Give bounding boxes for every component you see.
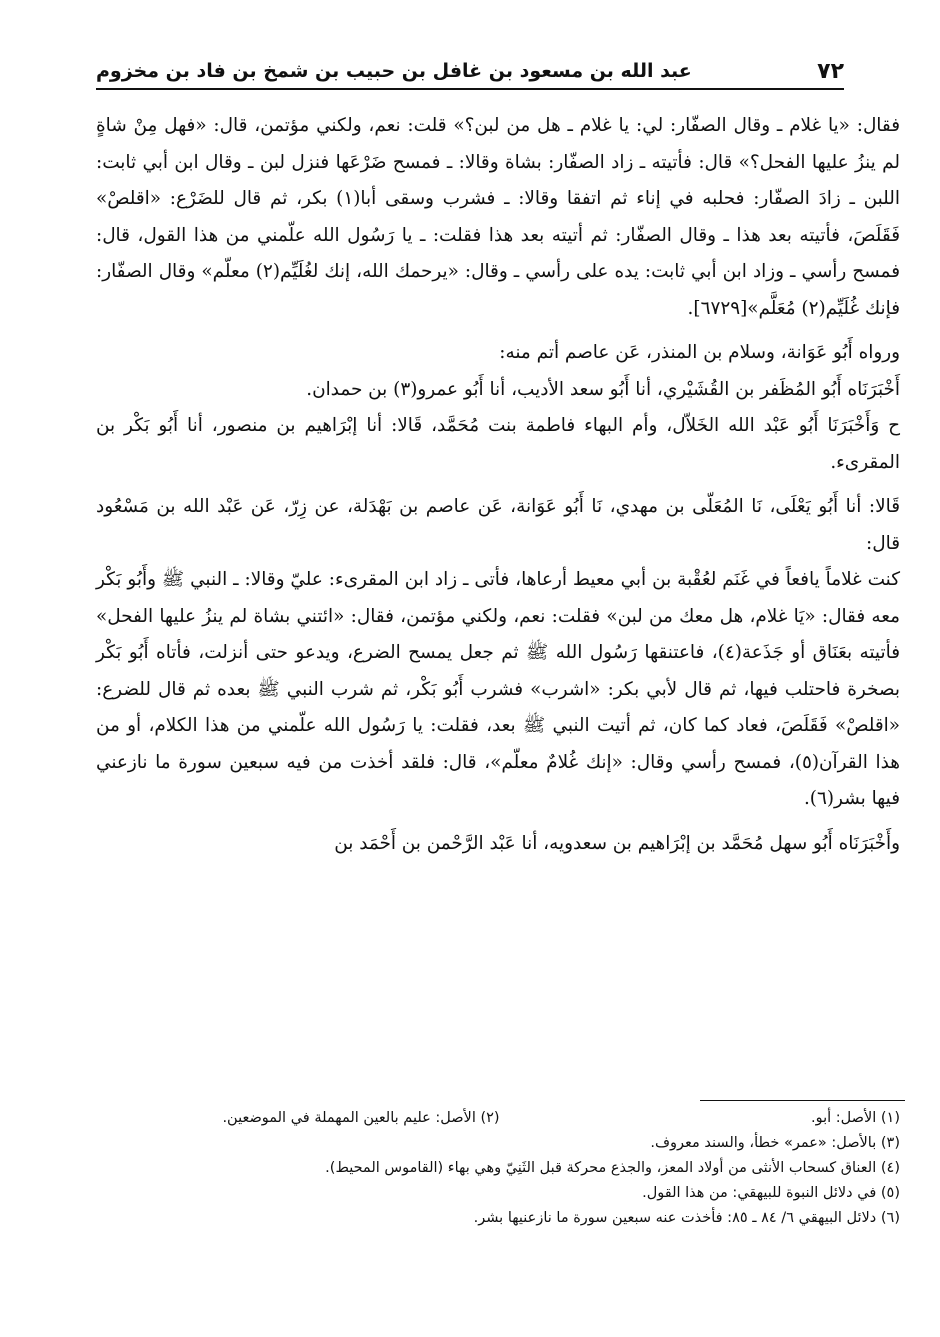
- footnotes: [130, 1106, 900, 1231]
- paragraph-1: فقال: «يا غلام ـ وقال الصفّار: لي: يا غلام ـ هل من لبن؟» قلت: نعم، ولكني مؤتمن، قال: «فهل مِنْ شاةٍ لم ينزُ عليها الفحل؟» قال: فأتيته ـ زاد الصفّار: بشاة وقالا: ـ فمسح ضَرْعَها فنزل لبن ـ وقال ابن أبي ثابت: اللبن ـ زادَ الصفّار: فحلبه في إناء ثم اتفقا وقالا: ـ فشرب وسقى أبا(١) بكر، ثم قال للضَرْع: «اقلصْ» فَقَلَصَ، فأتيته بعد هذا ـ وقال الصفّار: ثم أتيته بعد هذا فقلت: ـ يا رَسُول الله علّمني من هذا القول، قال: فمسح رأسي ـ وزاد ابن أبي ثابت: يده على رأسي ـ وقال: «يرحمك الله، إنك لغُلَيِّم(٢) معلّم» وقال الصفّار: فإنك غُلَيِّم(٢) مُعَلَّم»[٦٧٢٩].: [96, 115, 900, 319]
- page-header: [96, 48, 844, 90]
- paragraph-5: قَالا: أنا أَبُو يَعْلَى، نَا المُعَلّى بن مهدي، نَا أَبُو عَوَانة، عَن عاصم بن بَهْدَلة، عن زِرّ، عَن عَبْد الله بن مَسْعُود قال:: [96, 496, 900, 554]
- footnote-6: (٦) دلائل البيهقي ٦/ ٨٤ ـ ٨٥: فأخذت عنه سبعين سورة ما نازعنيها بشر.: [473, 1210, 900, 1226]
- footnote-1: (١) الأصل: أبو.: [811, 1110, 900, 1126]
- paragraph-6: كنت غلاماً يافعاً في غَنَم لعُقْبة بن أبي معيط أرعاها، فأتى ـ زاد ابن المقرىء: عليّ وقالا: ـ النبي ﷺ وأَبُو بَكْر معه فقال: «يَا غلام، هل معك من لبن» فقلت: نعم، ولكني مؤتمن، فقال: «ائتني بشاة لم ينزُ عليها الفحل» فأتيته بعَنَاق أو جَذَعة(٤)، فاعتنقها رَسُول الله ﷺ ثم جعل يمسح الضرع، ويدعو حتى أنزلت، فأتاه أَبُو بَكْر بصخرة فاحتلب فيها، ثم قال لأبي بكر: «اشرب» فشرب أَبُو بَكْر، ثم شرب النبي ﷺ بعده ثم قال للضرع: «اقلصْ» فَقَلَصَ، فعاد كما كان، ثم أتيت النبي ﷺ بعد، فقلت: يا رَسُول الله علّمني من هذا الكلام، أو من هذا القرآن(٥)، فمسح رأسي وقال: «إنك غُلامٌ معلّم»، قال: فلقد أخذت من فيه سبعين سورة ما نازعني فيها بشر(٦).: [96, 569, 900, 809]
- footnote-row-1: [130, 1106, 900, 1131]
- footnote-3: (٣) بالأصل: «عمر» خطأ، والسند معروف.: [650, 1135, 900, 1151]
- footnote-divider: [700, 1100, 905, 1101]
- paragraph-2: ورواه أَبُو عَوَانة، وسلام بن المنذر، عَن عاصم أتم منه:: [499, 342, 900, 363]
- paragraph-4: ح وَأَخْبَرَنَا أَبُو عَبْد الله الخَلاّل، وأم البهاء فاطمة بنت مُحَمَّد، قَالا: أنا إبْرَاهيم بن منصور، أنا أَبُو بَكْر بن المقرىء.: [96, 415, 900, 473]
- footnote-4: (٤) العناق كسحاب الأنثى من أولاد المعز، والجذع محركة قبل الثَنِيّ وهي بهاء (القاموس المحيط).: [325, 1160, 900, 1176]
- paragraph-7: وأَخْبَرَنَاه أَبُو سهل مُحَمَّد بن إبْرَاهيم بن سعدويه، أنا عَبْد الرَّحْمن بن أَحْمَد بن: [334, 832, 900, 854]
- page-number: ٧٢: [817, 59, 844, 84]
- paragraph-3: أَخْبَرَنَاه أَبُو المُظَفر بن القُشَيْري، أنا أَبُو سعد الأديب، أنا أَبُو عمرو(٣) بن حمدان.: [306, 378, 900, 400]
- running-title: عبد الله بن مسعود بن غافل بن حبيب بن شمخ بن فاد بن مخزوم: [96, 60, 692, 82]
- footnote-5: (٥) في دلائل النبوة للبيهقي: من هذا القول.: [642, 1185, 900, 1201]
- main-text: [96, 108, 900, 862]
- footnote-2: (٢) الأصل: عليم بالعين المهملة في الموضعين.: [222, 1110, 500, 1126]
